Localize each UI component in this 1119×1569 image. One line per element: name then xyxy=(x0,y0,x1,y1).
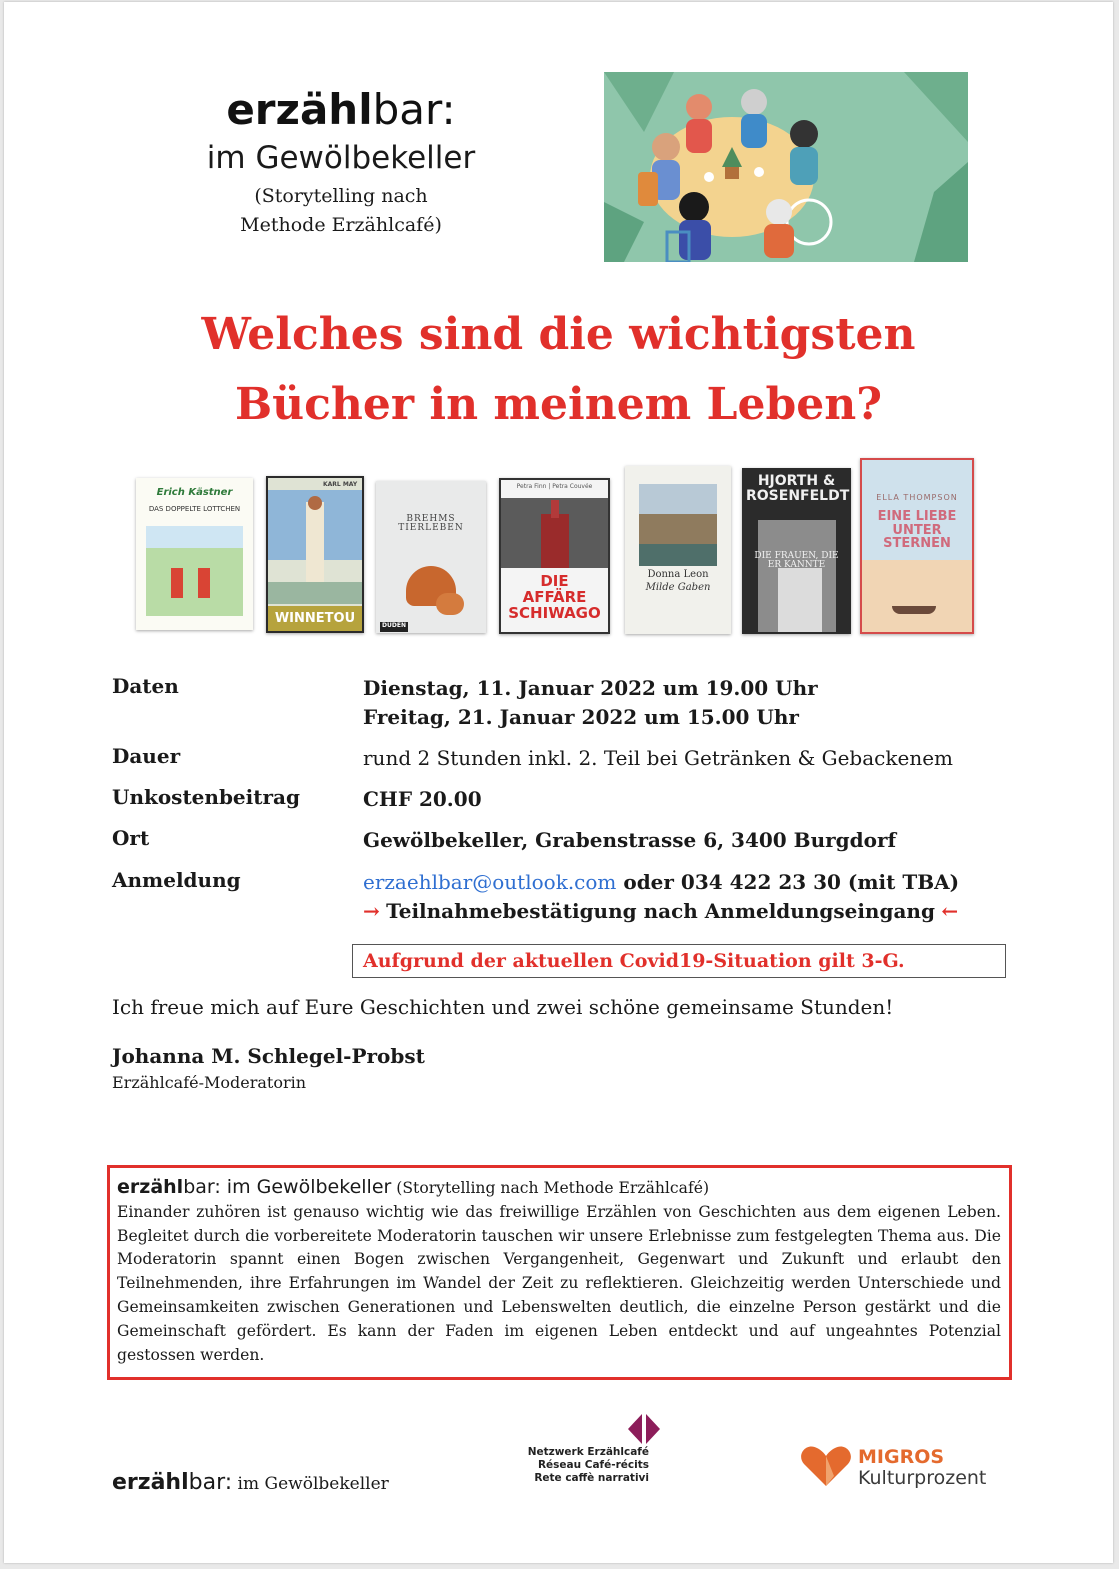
book-cover-lottchen: Erich Kästner DAS DOPPELTE LOTTCHEN xyxy=(136,478,253,630)
covid-notice: Aufgrund der aktuellen Covid19-Situation gilt 3-G. xyxy=(352,944,1006,978)
headline: Welches sind die wichtigsten Bücher in meinem Leben? xyxy=(201,309,916,430)
book-cover-schiwago: Petra Finn | Petra Couvée DIE AFFÄRE SCHIWAGO xyxy=(499,478,610,634)
email-link[interactable]: erzaehlbar@outlook.com xyxy=(363,870,617,894)
description-box xyxy=(107,1165,1012,1380)
greeting: Ich freue mich auf Eure Geschichten und zwei schöne gemeinsame Stunden! xyxy=(112,995,894,1019)
value-ort: Gewölbekeller, Grabenstrasse 6, 3400 Burgdorf xyxy=(363,828,897,852)
brand-note: (Storytelling nach Methode Erzählcafé) xyxy=(240,185,442,236)
migros-logo: MIGROS Kulturprozent xyxy=(800,1442,1000,1492)
footer-brand: erzählbar: im Gewölbekeller xyxy=(112,1470,389,1495)
description-title: erzählbar: im Gewölbekeller (Storytelling nach Methode Erzählcafé) xyxy=(117,1176,710,1198)
confirm-note: Teilnahmebestätigung nach Anmeldungseingang xyxy=(386,899,935,923)
arrow-right-icon: → xyxy=(363,899,380,923)
description-body: Einander zuhören ist genauso wichtig wie das freiwillige Erzählen von Geschichten aus dem eigenen Leben. Begleitet durch die vorbereitete Moderatorin tauschen wir unsere Erlebnisse zum festgelegten Thema aus. Die Moderatorin spannt einen Bogen zwischen Vergangenheit, Gegenwart und Zukunft und erlaubt den Teilnehmenden, ihre Erfahrungen im Wandel der Zeit zu reflektieren. Gleichzeitig werden Unterschiede und Gemeinsamkeiten zwischen Generationen und Lebenswelten deutlich, die einzelne Person gestärkt und die Gemeinschaft gefördert. Es kann der Faden im eigenen Leben entdeckt und auf ungeahntes Potenzial gestossen werden. xyxy=(117,1202,1001,1364)
arrow-left-icon: ← xyxy=(941,899,959,923)
book-cover-milde-gaben: Donna Leon Milde Gaben xyxy=(625,466,731,634)
label-anmeldung: Anmeldung xyxy=(112,868,241,892)
label-kosten: Unkostenbeitrag xyxy=(112,785,300,809)
value-anmeldung: erzaehlbar@outlook.com oder 034 422 23 30 (mit TBA) → Teilnahmebestätigung nach Anmeldungseingang ← xyxy=(363,870,960,923)
label-ort: Ort xyxy=(112,826,150,850)
signature-role: Erzählcafé-Moderatorin xyxy=(112,1073,307,1092)
value-dauer: rund 2 Stunden inkl. 2. Teil bei Getränken & Gebackenem xyxy=(363,746,953,770)
brand-header xyxy=(4,86,678,240)
book-cover-winnetou: KARL MAY WINNETOU xyxy=(266,476,364,633)
netzwerk-diamond-icon xyxy=(624,1412,664,1446)
netzwerk-logo: Netzwerk Erzählcafé Réseau Café-récits Rete caffè narrativi xyxy=(494,1412,664,1492)
signature-name: Johanna M. Schlegel-Probst xyxy=(112,1044,425,1068)
book-cover-hjorth: HJORTH & ROSENFELDT DIE FRAUEN, DIE ER KANNTE xyxy=(742,468,851,634)
flyer-page xyxy=(4,2,1113,1563)
label-daten: Daten xyxy=(112,674,179,698)
book-cover-brehms: BREHMS TIERLEBEN DUDEN xyxy=(376,481,486,633)
heart-icon xyxy=(800,1444,852,1488)
value-kosten: CHF 20.00 xyxy=(363,787,482,811)
brand-subtitle: im Gewölbekeller xyxy=(206,140,476,176)
hero-illustration xyxy=(604,72,968,262)
brand-title: erzählbar: xyxy=(226,85,456,134)
value-daten: Dienstag, 11. Januar 2022 um 19.00 Uhr Freitag, 21. Januar 2022 um 15.00 Uhr xyxy=(363,676,818,729)
book-cover-eine-liebe: ELLA THOMPSON EINE LIEBE UNTER STERNEN xyxy=(860,458,974,634)
label-dauer: Dauer xyxy=(112,744,181,768)
